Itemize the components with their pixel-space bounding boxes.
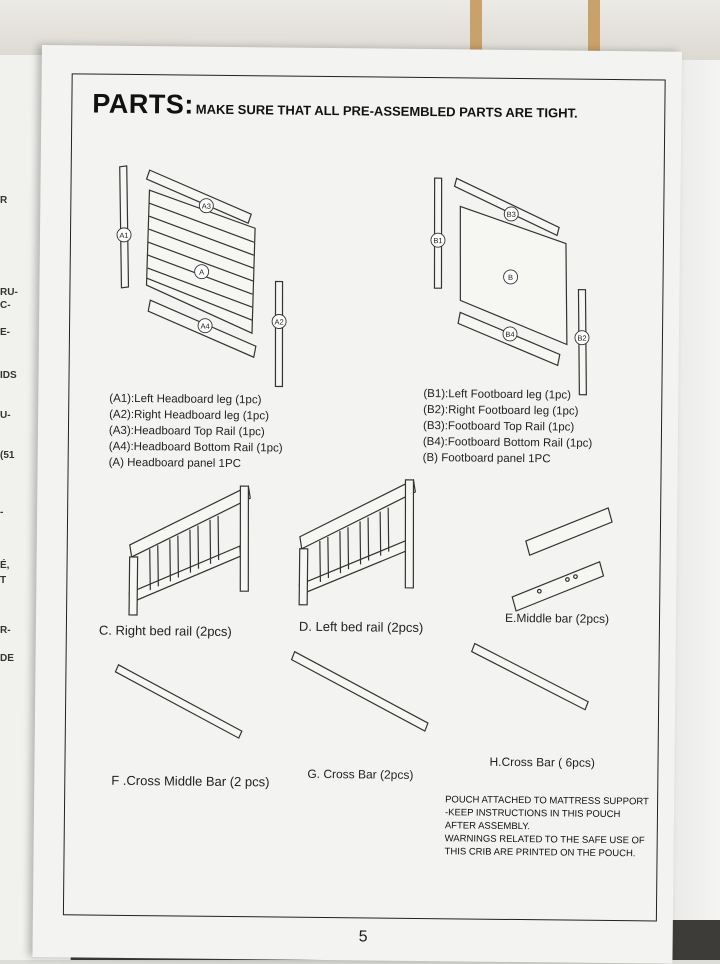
left-page-fragment: IDS: [0, 370, 17, 381]
left-page-fragment: R-: [0, 625, 11, 636]
cross-middle-bar-drawing: [115, 665, 243, 738]
caption-cross-bar-g: G. Cross Bar (2pcs): [307, 766, 414, 782]
cross-bar-g-drawing: [291, 652, 429, 731]
left-page-fragment: É,: [0, 560, 10, 571]
cross-bars-diagram: [65, 74, 665, 840]
list-item: (A2):Right Headboard leg (1pc): [109, 408, 269, 423]
list-item: (A4):Headboard Bottom Rail (1pc): [108, 440, 283, 455]
list-item: (A3):Headboard Top Rail (1pc): [108, 424, 265, 439]
list-item: (B1):Left Footboard leg (1pc): [423, 388, 572, 402]
page-number: 5: [358, 928, 368, 946]
list-item: (B2):Right Footboard leg (1pc): [423, 404, 579, 418]
list-item: (B) Footboard panel 1PC: [422, 452, 551, 466]
caption-cross-middle-bar: F .Cross Middle Bar (2 pcs): [111, 772, 270, 790]
notice-line: WARNINGS RELATED TO THE SAFE USE OF: [444, 833, 645, 847]
left-page-fragment: T: [0, 575, 7, 586]
left-page-fragment: C-: [0, 300, 11, 311]
caption-cross-bar-h: H.Cross Bar ( 6pcs): [489, 754, 595, 770]
title-sub: MAKE SURE THAT ALL PRE-ASSEMBLED PARTS ARE TIGHT.: [195, 101, 578, 121]
left-page-fragment: U-: [0, 410, 11, 421]
left-page-fragment: RU-: [0, 287, 18, 298]
left-page-fragment: DE: [0, 653, 14, 664]
manual-page: [32, 45, 682, 964]
cross-bar-h-drawing: [471, 644, 589, 710]
badge-a1-text: A1: [119, 230, 129, 240]
notice-line: AFTER ASSEMBLY.: [444, 820, 531, 833]
badge-a4-text: A4: [200, 321, 210, 331]
title-main: PARTS:: [92, 88, 195, 120]
badge-b3-text: B3: [506, 209, 516, 219]
badge-b2-text: B2: [577, 333, 587, 343]
left-page-fragment: R: [0, 195, 8, 206]
pouch-notice: [445, 793, 649, 860]
notice-line: THIS CRIB ARE PRINTED ON THE POUCH.: [444, 846, 636, 860]
badge-a2-text: A2: [274, 317, 284, 327]
caption-left-bed-rail: D. Left bed rail (2pcs): [298, 618, 424, 636]
badge-b4-text: B4: [505, 329, 515, 339]
list-item: (A) Headboard panel 1PC: [108, 456, 242, 471]
notice-line: POUCH ATTACHED TO MATTRESS SUPPORT: [445, 794, 649, 808]
list-item: (B4):Footboard Bottom Rail (1pc): [422, 436, 593, 450]
list-item: (A1):Left Headboard leg (1pc): [109, 392, 262, 407]
badge-b1-text: B1: [433, 236, 443, 246]
badge-a3-text: A3: [201, 201, 211, 211]
list-item: (B3):Footboard Top Rail (1pc): [422, 420, 575, 434]
caption-right-bed-rail: C. Right bed rail (2pcs): [98, 622, 232, 640]
left-page-fragment: E-: [0, 327, 10, 338]
badge-b-text: B: [508, 272, 514, 282]
notice-line: -KEEP INSTRUCTIONS IN THIS POUCH: [444, 807, 621, 821]
caption-middle-bar: E.Middle bar (2pcs): [504, 610, 610, 626]
page-border: [63, 73, 666, 921]
left-page-fragment: (51: [0, 450, 15, 461]
left-page-fragment: -: [0, 507, 4, 518]
badge-a-text: A: [199, 267, 205, 277]
